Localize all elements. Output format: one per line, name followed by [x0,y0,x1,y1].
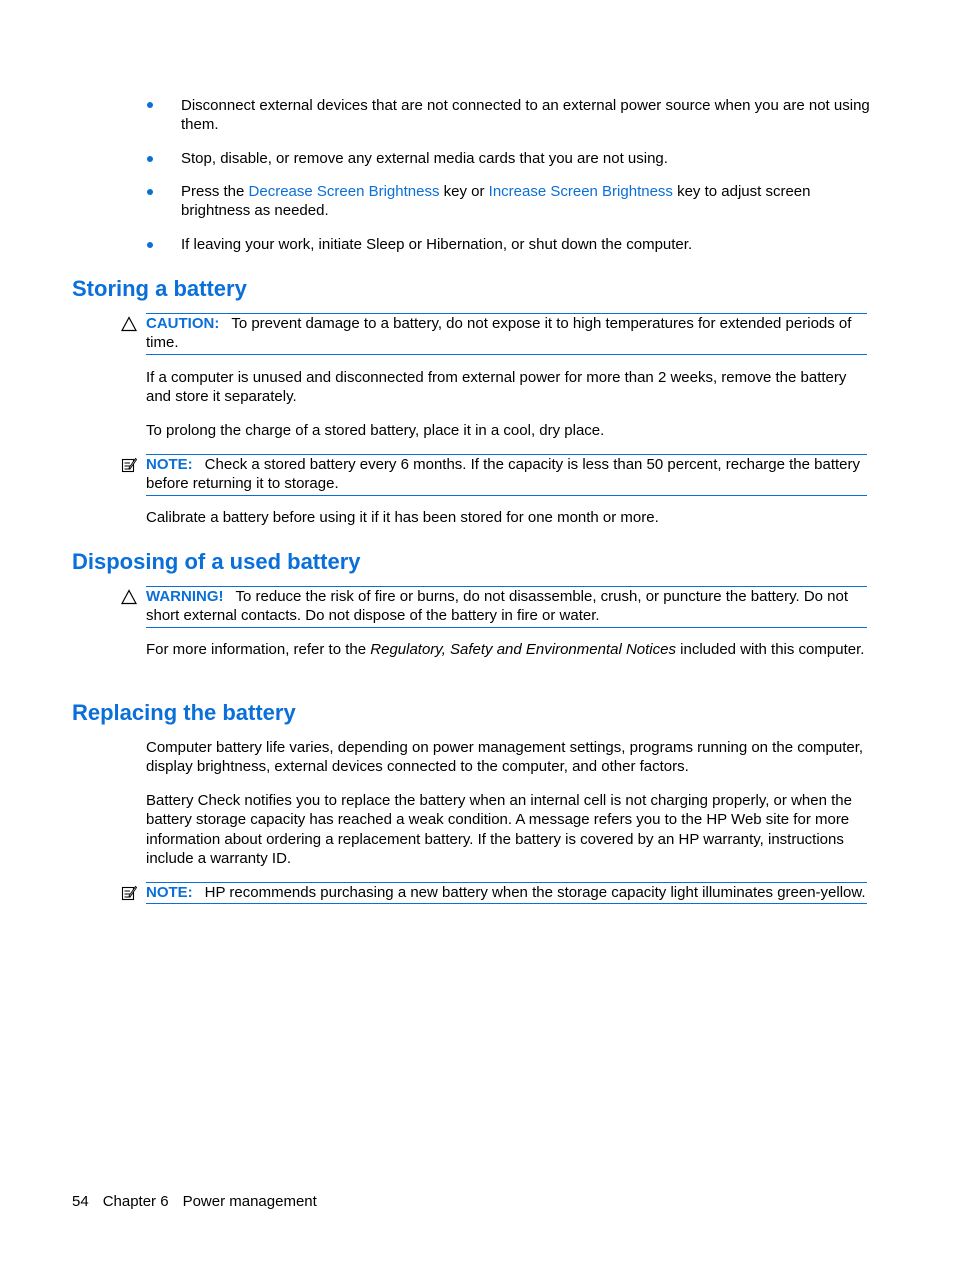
document-title: Regulatory, Safety and Environmental Notices [370,641,676,658]
paragraph: Battery Check notifies you to replace the battery when an internal cell is not charging properly, or when the battery storage capacity has reached a weak condition. A message refers you to the HP Web site for more information about ordering a replacement battery. If the battery is covered by an HP warranty, instructions include a warranty ID. [146,792,852,867]
increase-brightness-link[interactable]: Increase Screen Brightness [488,183,673,200]
bullet-text-part: key to adjust screen brightness as needed. [181,183,811,220]
caution-label: CAUTION: [146,315,220,332]
warning-label: WARNING! [146,588,224,605]
bullet-item: Disconnect external devices that are not connected to an external power source when you are not using them. [181,97,870,134]
chapter-label: Chapter 6 [102,1193,169,1210]
bullet-marker [147,189,153,195]
bullet-marker [147,242,153,248]
note-notice [146,882,867,904]
caution-notice [146,313,867,355]
caution-icon [121,316,137,332]
page-footer [72,1193,331,1210]
disposing-heading: Disposing of a used battery [72,549,361,574]
warning-notice [146,586,867,628]
warning-text: To reduce the risk of fire or burns, do not disassemble, crush, or puncture the battery. Do not short external contacts. Do not dispose of the battery in fire or water. [146,588,849,625]
chapter-title: Power management [182,1193,317,1210]
bullet-marker [147,156,153,162]
decrease-brightness-link[interactable]: Decrease Screen Brightness [248,183,440,200]
paragraph: Calibrate a battery before using it if it has been stored for one month or more. [146,509,659,526]
paragraph: If a computer is unused and disconnected from external power for more than 2 weeks, remove the battery and store it separately. [146,369,847,406]
bullet-item: If leaving your work, initiate Sleep or Hibernation, or shut down the computer. [181,236,693,253]
note-label: NOTE: [146,456,193,473]
page-number: 54 [72,1193,89,1210]
storing-heading: Storing a battery [72,276,247,301]
bullet-item: Stop, disable, or remove any external media cards that you are not using. [181,150,668,167]
note-icon [121,885,137,901]
caution-text: To prevent damage to a battery, do not expose it to high temperatures for extended periods of time. [146,315,852,352]
paragraph: Computer battery life varies, depending on power management settings, programs running on the computer, display brightness, external devices connected to the computer, and other factors. [146,739,864,776]
bullet-text-part: key or [439,183,489,200]
warning-icon [121,589,137,605]
note-notice [146,454,867,496]
paragraph-text: For more information, refer to the [146,641,371,658]
replacing-heading: Replacing the battery [72,700,296,725]
paragraph [146,640,868,659]
bullet-marker [147,102,153,108]
note-text: Check a stored battery every 6 months. If the capacity is less than 50 percent, recharge the battery before returning it to storage. [146,456,861,493]
bullet-text-part: Press the [181,183,249,200]
paragraph: To prolong the charge of a stored battery, place it in a cool, dry place. [146,422,605,439]
paragraph-text: included with this computer. [675,641,865,658]
bullet-item [181,182,871,221]
note-label: NOTE: [146,884,193,901]
note-icon [121,457,137,473]
note-text: HP recommends purchasing a new battery when the storage capacity light illuminates green-yellow. [204,884,866,901]
